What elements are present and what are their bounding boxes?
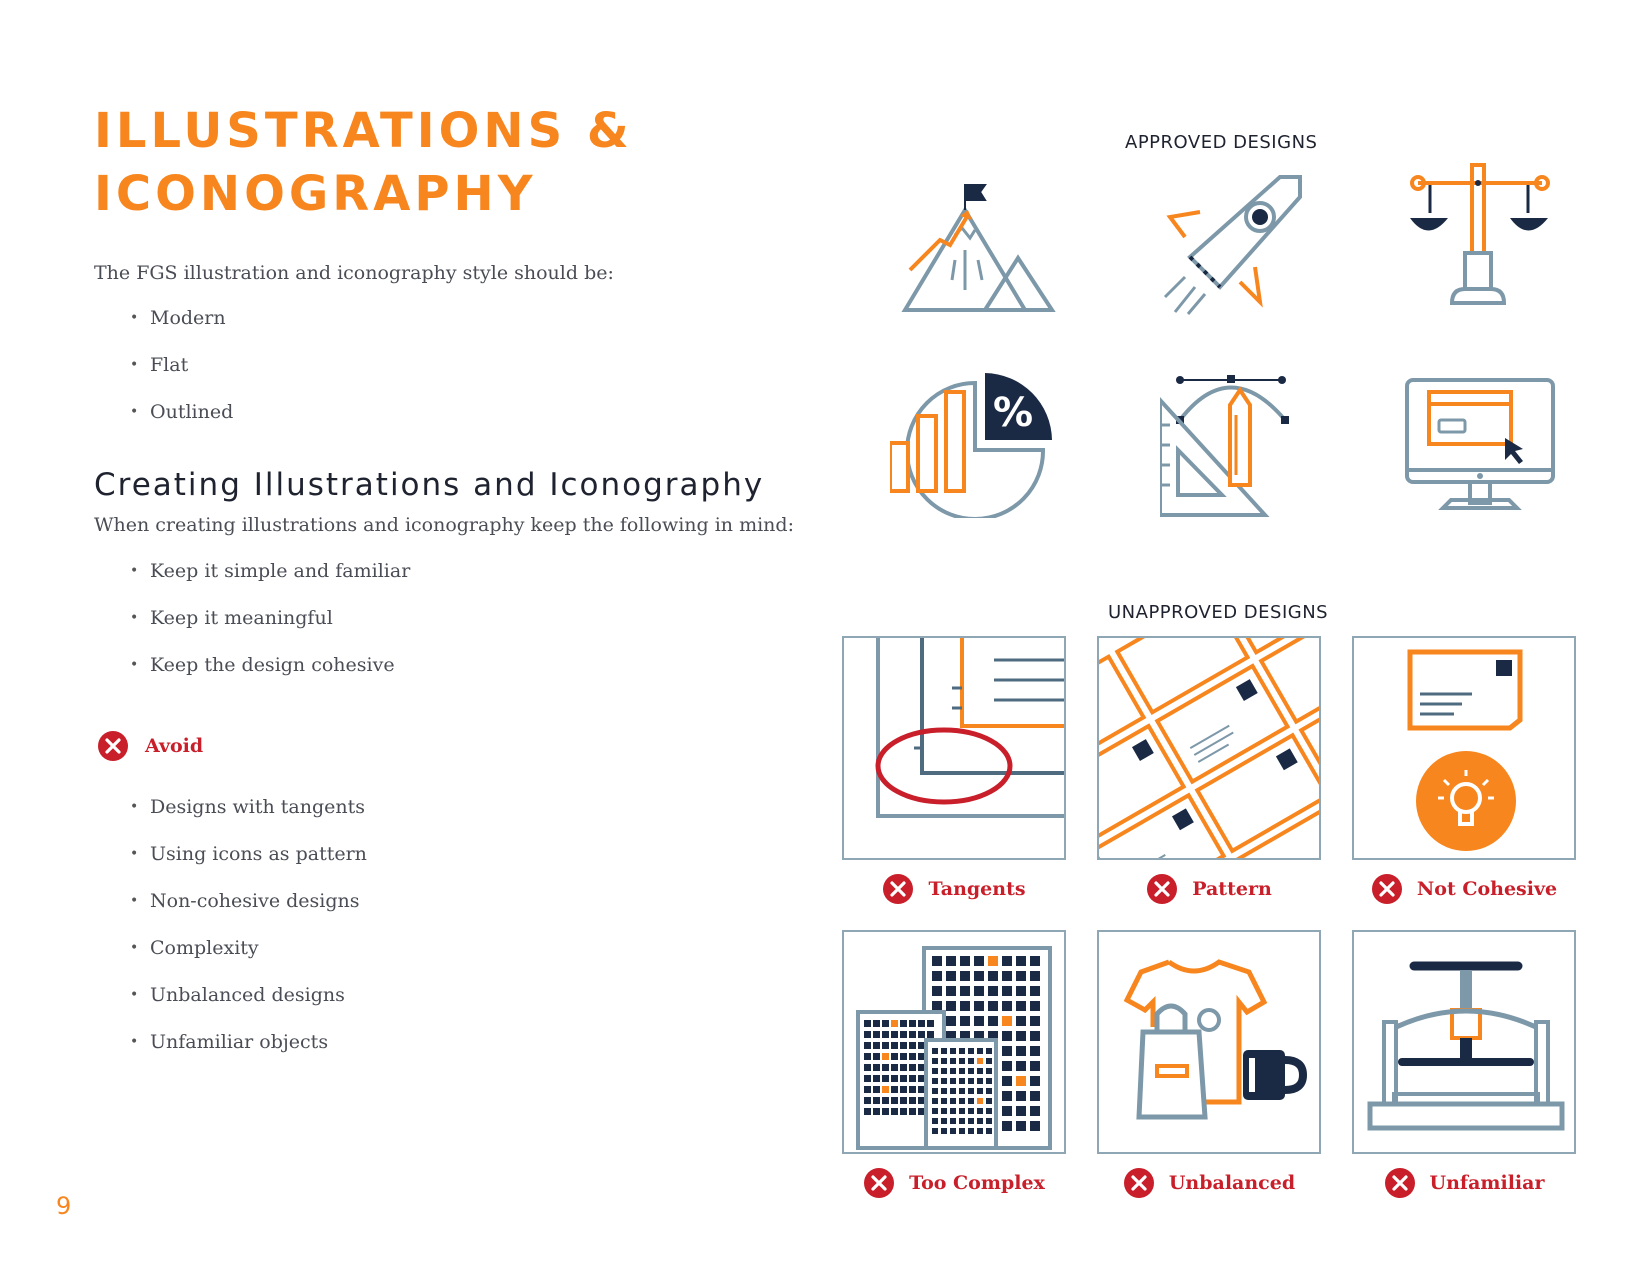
error-x-icon xyxy=(97,730,129,762)
list-item: • Unbalanced designs xyxy=(130,982,367,1029)
list-item: • Flat xyxy=(130,352,233,399)
unfamiliar-example xyxy=(1352,930,1576,1154)
error-x-icon xyxy=(1123,1167,1155,1199)
tangents-example xyxy=(842,636,1066,860)
section-heading: Creating Illustrations and Iconography xyxy=(94,467,765,503)
list-item: • Keep it simple and familiar xyxy=(130,558,410,605)
intro-text: The FGS illustration and iconography style should be: xyxy=(94,262,614,284)
unbalanced-example xyxy=(1097,930,1321,1154)
pattern-illustration xyxy=(1099,638,1321,860)
error-x-icon xyxy=(863,1167,895,1199)
caption-label: Unfamiliar xyxy=(1429,1172,1545,1194)
guideline-list xyxy=(130,558,410,699)
avoid-label: Avoid xyxy=(145,735,204,757)
error-x-icon xyxy=(1371,873,1403,905)
title-line-2: ICONOGRAPHY xyxy=(94,166,537,222)
list-item: • Keep it meaningful xyxy=(130,605,410,652)
caption-unbalanced xyxy=(1097,1167,1321,1199)
tangents-illustration xyxy=(844,638,1066,860)
not-cohesive-illustration xyxy=(1354,638,1576,860)
monitor-icon xyxy=(1405,378,1555,518)
caption-too-complex xyxy=(842,1167,1066,1199)
caption-label: Not Cohesive xyxy=(1416,878,1558,900)
not-cohesive-example xyxy=(1352,636,1576,860)
title-line-1: ILLUSTRATIONS & xyxy=(94,103,633,159)
list-item: • Outlined xyxy=(130,399,233,446)
list-item: • Non-cohesive designs xyxy=(130,888,367,935)
rocket-icon xyxy=(1160,172,1310,317)
list-item: • Designs with tangents xyxy=(130,794,367,841)
mountain-flag-icon xyxy=(900,180,1060,315)
svg-text:%: % xyxy=(993,390,1034,436)
too-complex-example xyxy=(842,930,1066,1154)
design-tools-icon xyxy=(1160,375,1305,520)
style-list xyxy=(130,305,233,446)
unbalanced-illustration xyxy=(1099,932,1321,1154)
list-item: • Complexity xyxy=(130,935,367,982)
page-number: 9 xyxy=(56,1192,72,1220)
list-item: • Using icons as pattern xyxy=(130,841,367,888)
avoid-header xyxy=(97,730,203,762)
error-x-icon xyxy=(882,873,914,905)
avoid-list xyxy=(130,794,367,1076)
caption-not-cohesive xyxy=(1352,873,1576,905)
approved-heading: APPROVED DESIGNS xyxy=(1125,132,1318,153)
list-item: • Unfamiliar objects xyxy=(130,1029,367,1076)
list-item: • Keep the design cohesive xyxy=(130,652,410,699)
list-item: • Modern xyxy=(130,305,233,352)
caption-label: Pattern xyxy=(1192,878,1272,900)
section-subtext: When creating illustrations and iconography keep the following in mind: xyxy=(94,514,794,536)
pattern-example xyxy=(1097,636,1321,860)
too-complex-illustration xyxy=(844,932,1066,1154)
error-x-icon xyxy=(1384,1167,1416,1199)
page-title xyxy=(94,100,633,226)
percent-chart-icon xyxy=(890,368,1070,518)
caption-label: Unbalanced xyxy=(1168,1172,1296,1194)
caption-label: Too Complex xyxy=(909,1172,1045,1194)
scales-icon xyxy=(1410,163,1550,313)
caption-unfamiliar xyxy=(1352,1167,1576,1199)
error-x-icon xyxy=(1146,873,1178,905)
caption-pattern xyxy=(1097,873,1321,905)
caption-label: Tangents xyxy=(928,878,1026,900)
unapproved-heading: UNAPPROVED DESIGNS xyxy=(1108,602,1329,623)
unfamiliar-illustration xyxy=(1354,932,1576,1154)
caption-tangents xyxy=(842,873,1066,905)
